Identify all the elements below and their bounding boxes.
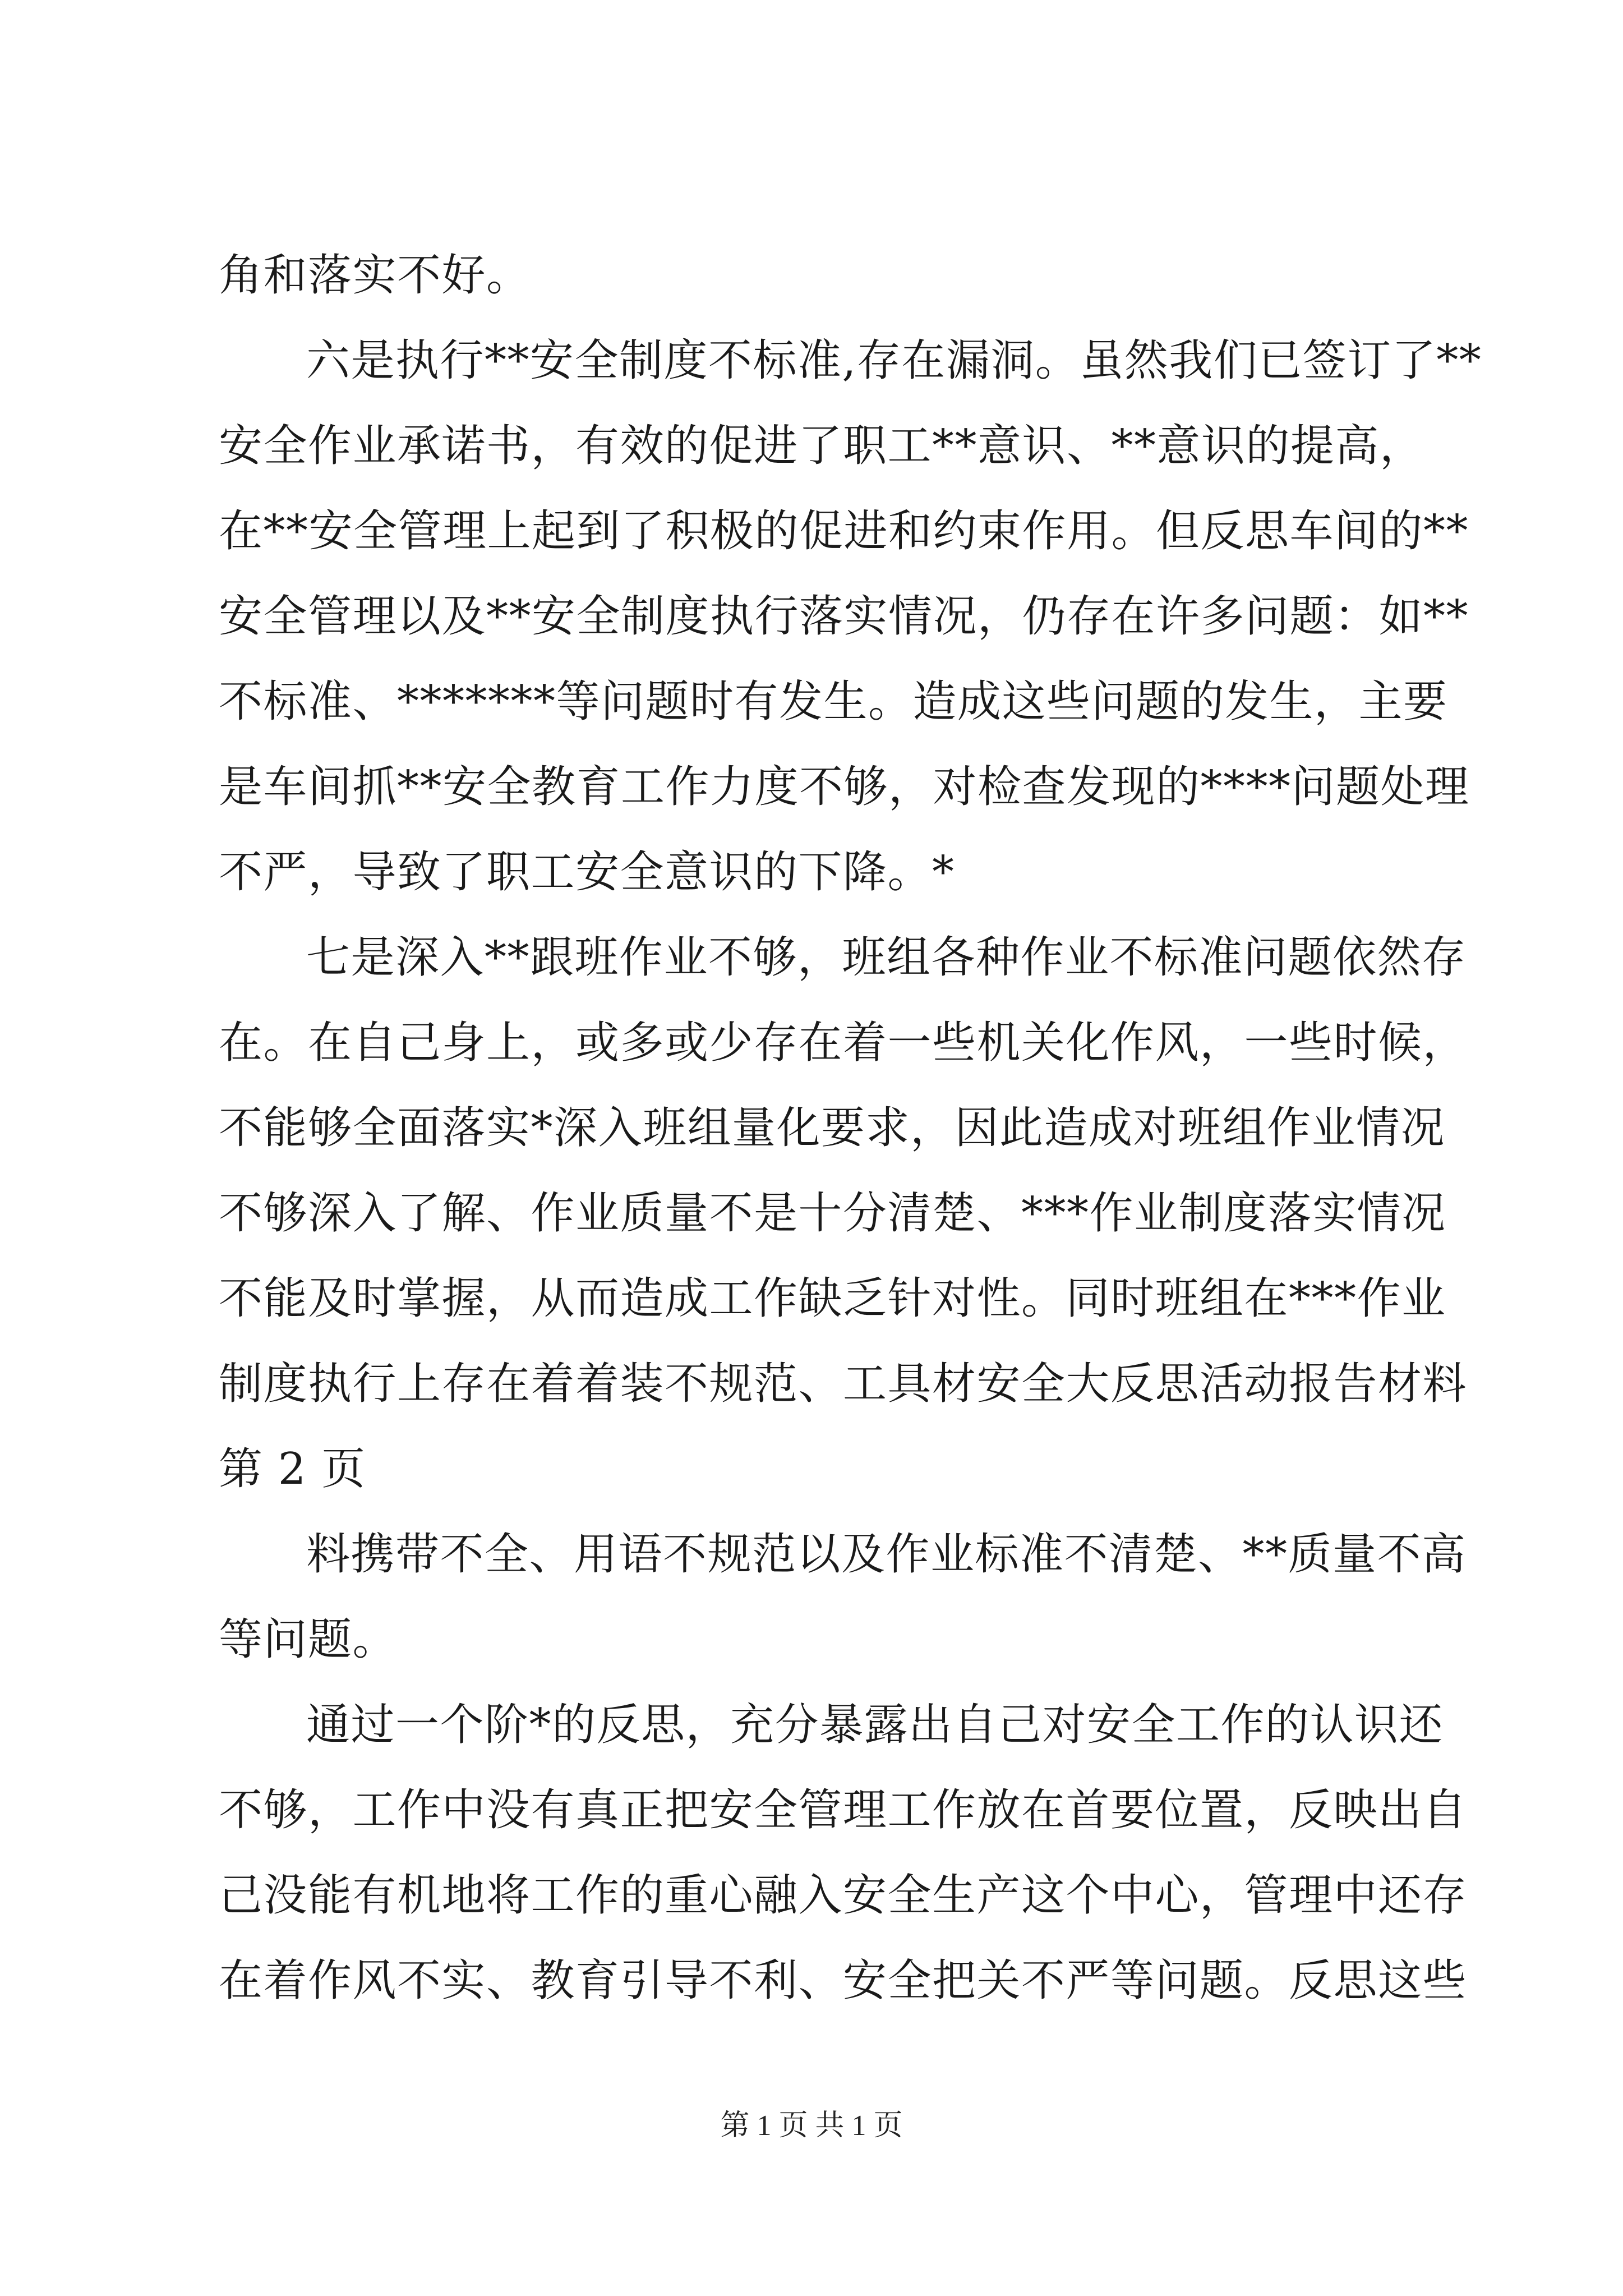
text-line-8: 不严，导致了职工安全意识的下降。* (219, 847, 955, 898)
text-line-10: 在。在自己身上，或多或少存在着一些机关化作风，一些时候， (219, 1018, 1468, 1068)
text-line-19: 不够，工作中没有真正把安全管理工作放在首要位置，反映出自 (219, 1785, 1468, 1835)
text-line-11: 不能够全面落实*深入班组量化要求，因此造成对班组作业情况 (219, 1103, 1446, 1153)
page-footer: 第 1 页 共 1 页 (720, 2110, 903, 2142)
text-line-21: 在着作风不实、教育引导不利、安全把关不严等问题。反思这些 (219, 1955, 1468, 2006)
text-line-12: 不够深入了解、作业质量不是十分清楚、***作业制度落实情况 (219, 1188, 1446, 1239)
text-line-14: 制度执行上存在着着装不规范、工具材安全大反思活动报告材料 (219, 1359, 1468, 1409)
text-line-6: 不标准、*******等问题时有发生。造成这些问题的发生，主要 (219, 677, 1448, 727)
text-line-13: 不能及时掌握，从而造成工作缺乏针对性。同时班组在***作业 (219, 1273, 1446, 1324)
paragraph-6-line-1: 六是执行**安全制度不标准,存在漏洞。虽然我们已签订了** (306, 335, 1482, 386)
paragraph-7-line-1: 七是深入**跟班作业不够，班组各种作业不标准问题依然存 (306, 932, 1467, 983)
text-line-3: 安全作业承诺书，有效的促进了职工**意识、**意识的提高， (219, 421, 1424, 471)
paragraph-continue-line-1: 料携带不全、用语不规范以及作业标准不清楚、**质量不高 (306, 1529, 1467, 1580)
text-line-17: 等问题。 (219, 1614, 398, 1665)
text-line-7: 是车间抓**安全教育工作力度不够，对检查发现的****问题处理 (219, 762, 1470, 812)
text-line-5: 安全管理以及**安全制度执行落实情况，仍存在许多问题：如** (219, 591, 1469, 642)
text-line-4: 在**安全管理上起到了积极的促进和约束作用。但反思车间的** (219, 506, 1469, 556)
text-line-20: 己没能有机地将工作的重心融入安全生产这个中心，管理中还存 (219, 1870, 1468, 1921)
page-marker-line: 第 2 页 (219, 1444, 366, 1494)
text-line-1: 角和落实不好。 (219, 250, 531, 301)
paragraph-reflection-line-1: 通过一个阶*的反思，充分暴露出自己对安全工作的认识还 (306, 1700, 1444, 1750)
document-body (219, 233, 1482, 2023)
